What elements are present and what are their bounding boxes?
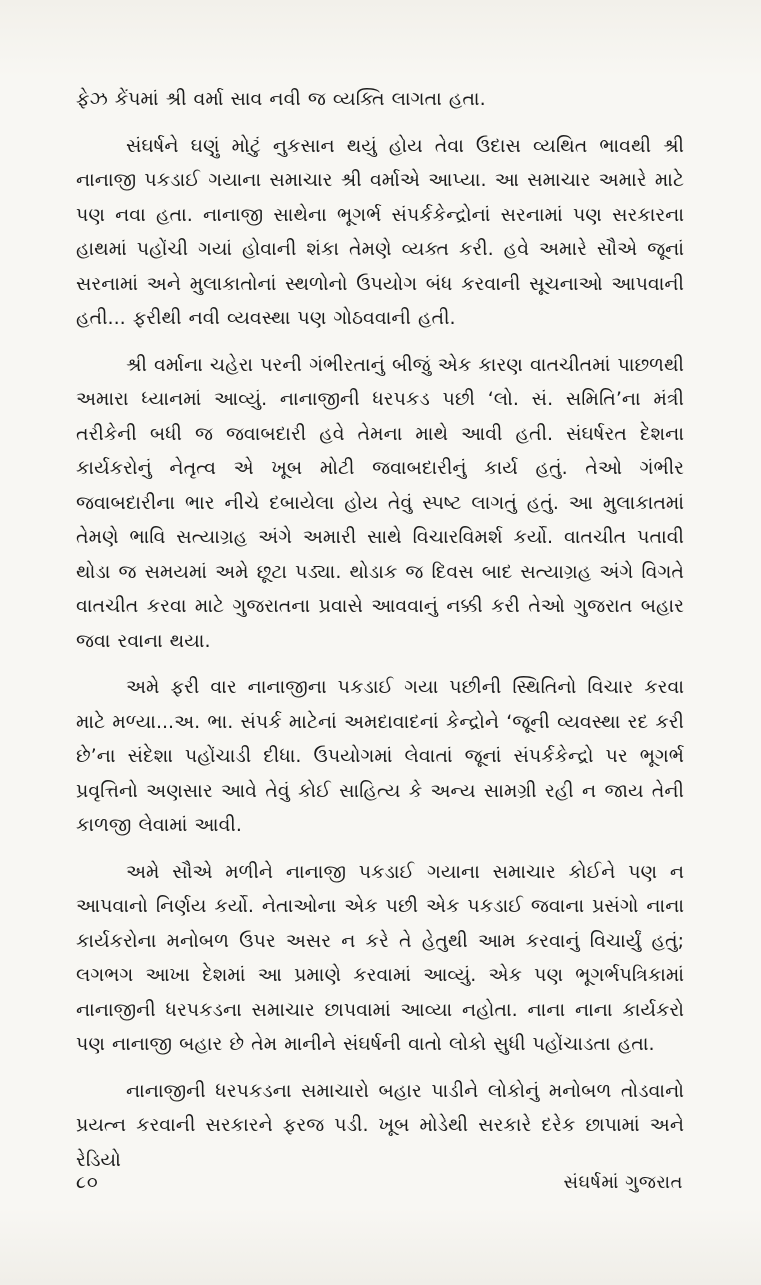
page-number: ૮૦ bbox=[76, 1172, 99, 1193]
running-title: સંઘર્ષમાં ગુજરાત bbox=[563, 1172, 683, 1193]
paragraph-3: શ્રી વર્માના ચહેરા પરની ગંભીરતાનું બીજું એક કારણ વાતચીતમાં પાછળથી અમારા ધ્યાનમાં આવ્યું. નાનાજીની ધરપકડ પછી ‘લો. સં. સમિતિ’ના મંત્રી તરીકેની બધી જ જવાબદારી હવે તેમના માથે આવી હતી. સંઘર્ષરત દેશના કાર્યકરોનું નેતૃત્વ એ ખૂબ મોટી જવાબદારીનું કાર્ય હતું. તેઓ ગંભીર જવાબદારીના ભાર નીચે દબાયેલા હોય તેવું સ્પષ્ટ લાગતું હતું. આ મુલાકાતમાં તેમણે ભાવિ સત્યાગ્રહ અંગે અમારી સાથે વિચારવિમર્શ કર્યો. વાતચીત પતાવી થોડા જ સમયમાં અમે છૂટા પડ્યા. થોડાક જ દિવસ બાદ સત્યાગ્રહ અંગે વિગતે વાતચીત કરવા માટે ગુજરાતના પ્રવાસે આવવાનું નક્કી કરી તેઓ ગુજરાત બહાર જવા રવાના થયા. bbox=[76, 353, 684, 652]
paragraph-1: ફેઝ કેંપમાં શ્રી વર્મા સાવ નવી જ વ્યક્તિ લાગતા હતા. bbox=[76, 88, 486, 110]
paragraph-6: નાનાજીની ધરપકડના સમાચારો બહાર પાડીને લોકોનું મનોબળ તોડવાનો પ્રયત્ન કરવાની સરકારને ફરજ પડી. ખૂબ મોડેથી સરકારે દરેક છાપામાં અને રેડિયો bbox=[76, 1079, 684, 1171]
page-footer bbox=[76, 1172, 683, 1193]
page-body bbox=[76, 82, 684, 1189]
paragraph-2: સંઘર્ષને ઘણું મોટું નુકસાન થયું હોય તેવા ઉદાસ વ્યથિત ભાવથી શ્રી નાનાજી પકડાઈ ગયાના સમાચાર શ્રી વર્માએ આપ્યા. આ સમાચાર અમારે માટે પણ નવા હતા. નાનાજી સાથેના ભૂગર્ભ સંપર્કકેન્દ્રોનાં સરનામાં પણ સરકારના હાથમાં પહોંચી ગયાં હોવાની શંકા તેમણે વ્યક્ત કરી. હવે અમારે સૌએ જૂનાં સરનામાં અને મુલાકાતોનાં સ્થળોનો ઉપયોગ બંધ કરવાની સૂચનાઓ આપવાની હતી... ફરીથી નવી વ્યવસ્થા પણ ગોઠવવાની હતી. bbox=[76, 134, 684, 329]
paragraph-4: અમે ફરી વાર નાનાજીના પકડાઈ ગયા પછીની સ્થિતિનો વિચાર કરવા માટે મળ્યા...અ. ભા. સંપર્ક માટેનાં અમદાવાદનાં કેન્દ્રોને ‘જૂની વ્યવસ્થા રદ કરી છે’ના સંદેશા પહોંચાડી દીધા. ઉપયોગમાં લેવાતાં જૂનાં સંપર્કકેન્દ્રો પર ભૂગર્ભ પ્રવૃત્તિનો અણસાર આવે તેવું કોઈ સાહિત્ય કે અન્ય સામગ્રી રહી ન જાય તેની કાળજી લેવામાં આવી. bbox=[76, 676, 684, 836]
paragraph-5: અમે સૌએ મળીને નાનાજી પકડાઈ ગયાના સમાચાર કોઈને પણ ન આપવાનો નિર્ણય કર્યો. નેતાઓના એક પછી એક પકડાઈ જવાના પ્રસંગો નાના કાર્યકરોના મનોબળ ઉપર અસર ન કરે તે હેતુથી આમ કરવાનું વિચાર્યું હતું; લગભગ આખા દેશમાં આ પ્રમાણે કરવામાં આવ્યું. એક પણ ભૂગર્ભપત્રિકામાં નાનાજીની ધરપકડના સમાચાર છાપવામાં આવ્યા નહોતા. નાના નાના કાર્યકરો પણ નાનાજી બહાર છે તેમ માનીને સંઘર્ષની વાતો લોકો સુધી પહોંચાડતા હતા. bbox=[76, 860, 684, 1055]
